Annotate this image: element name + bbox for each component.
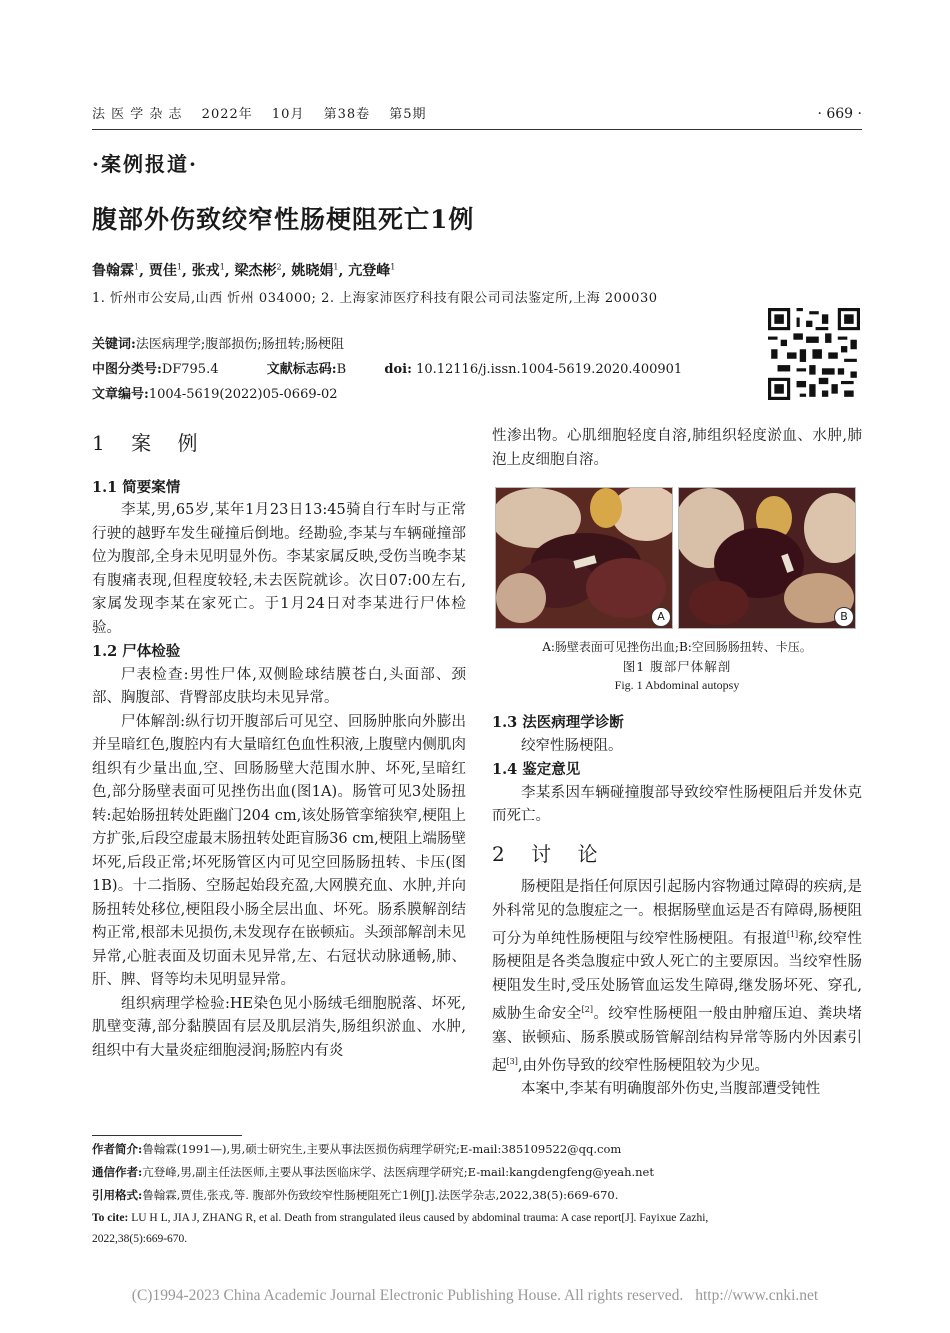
subsection-heading: 1.4 鉴定意见 <box>492 761 581 778</box>
paragraph: 肠梗阻是指任何原因引起肠内容物通过障碍的疾病,是外科常见的急腹症之一。根据肠壁血运是否有障碍,肠梗阻可分为单纯性肠梗阻与绞窄性肠梗阻。有报道[1]称,绞窄性肠梗阻是各类急腹症中致人死亡的主要原因。当绞窄性肠梗阻发生时,受压处肠管血运发生障碍,继发肠坏死、穿孔,威胁生命安全[2]。绞窄性肠梗阻一般由肿瘤压迫、粪块堵塞、嵌顿疝、肠系膜或肠管解剖结构异常等肠内外因素引起[3],由外伤导致的绞窄性肠梗阻较为少见。 <box>492 879 863 1074</box>
citation[interactable]: [3] <box>506 1057 518 1067</box>
paragraph: 李某系因车辆碰撞腹部导致绞窄性肠梗阻后并发休克而死亡。 <box>492 784 862 824</box>
right-column-top <box>492 425 862 472</box>
paragraph: 绞窄性肠梗阻。 <box>521 737 623 754</box>
footnote-rule <box>92 1135 242 1136</box>
page-number: · 669 · <box>817 106 862 122</box>
author-list: 鲁翰霖$^1$, 贾佳$^1$, 张戎$^1$, 梁杰彬$^2$, 姚晓娟$^1$, 亢登峰$^1$ <box>92 262 396 279</box>
author: 亢登峰 <box>348 263 391 279</box>
copyright-watermark: (C)1994-2023 China Academic Journal Electronic Publishing House. All rights reserved. http://www.cnki.net <box>131 1287 819 1304</box>
qr-code-icon <box>768 308 860 400</box>
figure-caption-detail: A:肠壁表面可见挫伤出血;B:空回肠肠扭转、卡压。 <box>542 640 812 654</box>
citation[interactable]: [2] <box>581 1005 594 1015</box>
figure-label-b: B <box>834 607 854 627</box>
journal-name: 法 医 学 杂 志 <box>92 107 183 122</box>
paragraph: 组织病理学检验:HE染色见小肠绒毛细胞脱落、坏死,肌壁变薄,部分黏膜固有层及肌层消失,肠组织淤血、水肿,组织中有大量炎症细胞浸润;肠腔内有炎 <box>92 995 466 1059</box>
paragraph: 本案中,李某有明确腹部外伤史,当腹部遭受钝性 <box>521 1081 821 1098</box>
paragraph: 性渗出物。心肌细胞轻度自溶,肺组织轻度淤血、水肿,肺泡上皮细胞自溶。 <box>492 428 862 468</box>
paragraph: 尸体解剖:纵行切开腹部后可见空、回肠肿胀向外膨出并呈暗红色,腹腔内有大量暗红色血性积液,上腹壁内侧肌肉组织有少量出血,空、回肠肠壁大范围水肿、坏死,呈暗红色,部分肠壁表面可见挫伤出血(图1A)。肠管可见3处肠扭转:起始肠扭转处距幽门204 cm,该处肠管挛缩狭窄,梗阻上方扩张,后段空虚最末肠扭转处距盲肠36 cm,梗阻上端肠壁坏死,后段正常;坏死肠管区内可见空回肠肠扭转、卡压(图1B)。十二指肠、空肠起始段充盈,大网膜充血、水肿,并向肠扭转处移位,梗阻段小肠全层出血、坏死。肠系膜解剖结构正常,根部未见损伤,未发现存在嵌顿疝。头颈部解剖未见异常,心脏表面及切面未见异常,左、右冠状动脉通畅,肺、肝、脾、肾等均未见明显异常。 <box>92 713 466 988</box>
footnote-citation-en: To cite: LU H L, JIA J, ZHANG R, et al. Death from strangulated ileus caused by abdominal trauma: A case report[J]. Fayixue Zazhi, <box>92 1212 709 1224</box>
figure-panel-a <box>495 487 673 629</box>
author: 姚晓娟 <box>291 263 334 279</box>
subsection-heading: 1.1 简要案情 <box>92 478 181 496</box>
section-heading-discussion: 2 讨 论 <box>492 841 608 866</box>
author: 鲁翰霖 <box>92 263 134 279</box>
article-number: 文章编号:1004-5619(2022)05-0669-02 <box>92 387 338 402</box>
paragraph: 尸表检查:男性尸体,双侧睑球结膜苍白,头面部、颈部、胸腹部、背臀部皮肤均未见异常。 <box>92 666 466 706</box>
footnote-citation-en-cont: 2022,38(5):669-670. <box>92 1233 188 1245</box>
keywords: 关键词:法医病理学;腹部损伤;肠扭转;肠梗阻 <box>92 337 344 352</box>
issue-volume: 第38卷 <box>323 107 371 122</box>
autopsy-photo-a <box>496 488 672 628</box>
issue-year: 2022年 <box>201 107 253 122</box>
figure-label-a: A <box>651 607 671 627</box>
section-tag: ·案例报道· <box>92 152 198 176</box>
footnote-correspondence: 通信作者:亢登峰,男,副主任法医师,主要从事法医临床学、法医病理学研究;E-mail:kangdengfeng@yeah.net <box>92 1165 654 1179</box>
figure-caption-cn: 图1 腹部尸体解剖 <box>622 659 732 674</box>
figure-caption-en: Fig. 1 Abdominal autopsy <box>614 678 740 692</box>
author: 张戎 <box>191 263 220 279</box>
author: 贾佳 <box>148 263 177 279</box>
section-heading-case: 1 案 例 <box>92 431 208 455</box>
subsection-heading: 1.3 法医病理学诊断 <box>492 714 624 731</box>
author: 梁杰彬 <box>234 263 277 279</box>
right-column <box>492 711 862 1102</box>
footnote-citation-cn: 引用格式:鲁翰霖,贾佳,张戎,等. 腹部外伤致绞窄性肠梗阻死亡1例[J].法医学杂志,2022,38(5):669-670. <box>92 1188 619 1202</box>
footnote-author: 作者简介:鲁翰霖(1991—),男,硕士研究生,主要从事法医损伤病理学研究;E-mail:385109522@qq.com <box>92 1142 622 1156</box>
paragraph: 李某,男,65岁,某年1月23日13:45骑自行车时与正常行驶的越野车发生碰撞后倒地。经勘验,李某与车辆碰撞部位为腹部,全身未见明显外伤。李某家属反映,受伤当晚李某有腹痛表现,但程度较轻,未去医院就诊。次日07:00左右,家属发现李某在家死亡。于1月24日对李某进行尸体检验。 <box>92 502 466 636</box>
classification-line: 中图分类号:DF795.4 文献标志码:B doi: 10.12116/j.issn.1004-5619.2020.400901 <box>92 362 683 377</box>
left-column <box>92 432 466 1063</box>
article-title: 腹部外伤致绞窄性肠梗阻死亡1例 <box>92 205 475 234</box>
subsection-heading: 1.2 尸体检验 <box>92 643 181 660</box>
running-header <box>92 103 441 122</box>
issue-month: 10月 <box>271 107 305 122</box>
figure-panel-b <box>678 487 856 629</box>
cnki-link[interactable]: http://www.cnki.net <box>695 1287 819 1304</box>
issue-number: 第5期 <box>389 107 427 122</box>
affiliations: 1. 忻州市公安局,山西 忻州 034000; 2. 上海家沛医疗科技有限公司司法鉴定所,上海 200030 <box>92 291 658 306</box>
header-rule <box>92 129 862 130</box>
citation[interactable]: [1] <box>786 930 799 939</box>
autopsy-photo-b <box>679 488 855 628</box>
